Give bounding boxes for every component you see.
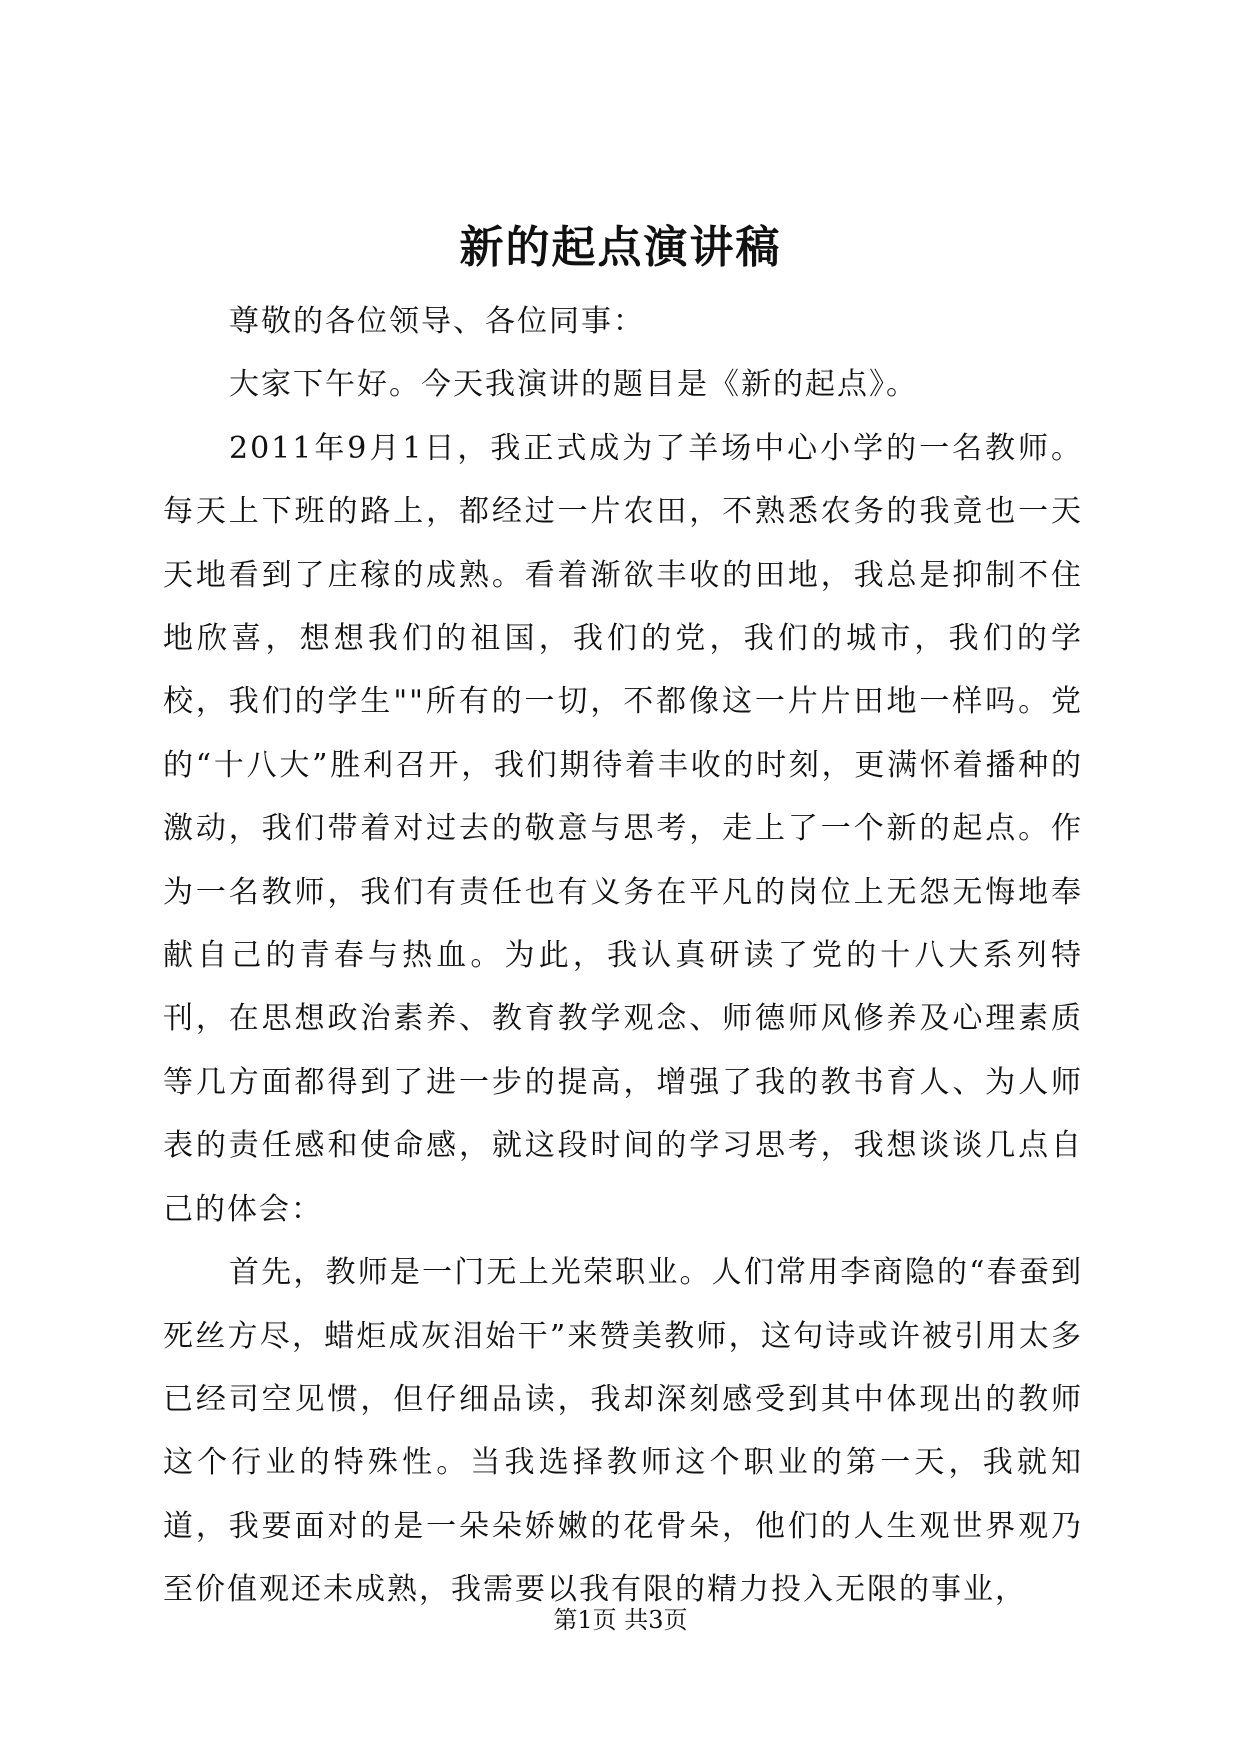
paragraph-intro: 2011年9月1日，我正式成为了羊场中心小学的一名教师。每天上下班的路上，都经过一片农田，不熟悉农务的我竟也一天天地看到了庄稼的成熟。看着渐欲丰收的田地，我总是抑制不住地欣喜，想想我们的祖国，我们的党，我们的城市，我们的学校，我们的学生""所有的一切，不都像这一片片田地一样吗。党的“十八大”胜利召开，我们期待着丰收的时刻，更满怀着播种的激动，我们带着对过去的敬意与思考，走上了一个新的起点。作为一名教师，我们有责任也有义务在平凡的岗位上无怨无悔地奉献自己的青春与热血。为此，我认真研读了党的十八大系列特刊，在思想政治素养、教育教学观念、师德师风修养及心理素质等几方面都得到了进一步的提高，增强了我的教书育人、为人师表的责任感和使命感，就这段时间的学习思考，我想谈谈几点自己的体会： (163, 430, 1083, 1227)
paragraph-greeting: 大家下午好。今天我演讲的题目是《新的起点》。 (229, 367, 918, 403)
document-body (163, 290, 1083, 1622)
page-footer: 第1页 共3页 (553, 1606, 688, 1634)
paragraph-first-point: 首先，教师是一门无上光荣职业。人们常用李商隐的“春蚕到死丝方尽，蜡炬成灰泪始干”来赞美教师，这句诗或许被引用太多已经司空见惯，但仔细品读，我却深刻感受到其中体现出的教师这个行业的特殊性。当我选择教师这个职业的第一天，我就知道，我要面对的是一朵朵娇嫩的花骨朵，他们的人生观世界观乃至价值观还未成熟，我需要以我有限的精力投入无限的事业， (163, 1255, 1083, 1608)
paragraph-salutation: 尊敬的各位领导、各位同事： (229, 304, 645, 339)
document-title: 新的起点演讲稿 (459, 222, 782, 273)
